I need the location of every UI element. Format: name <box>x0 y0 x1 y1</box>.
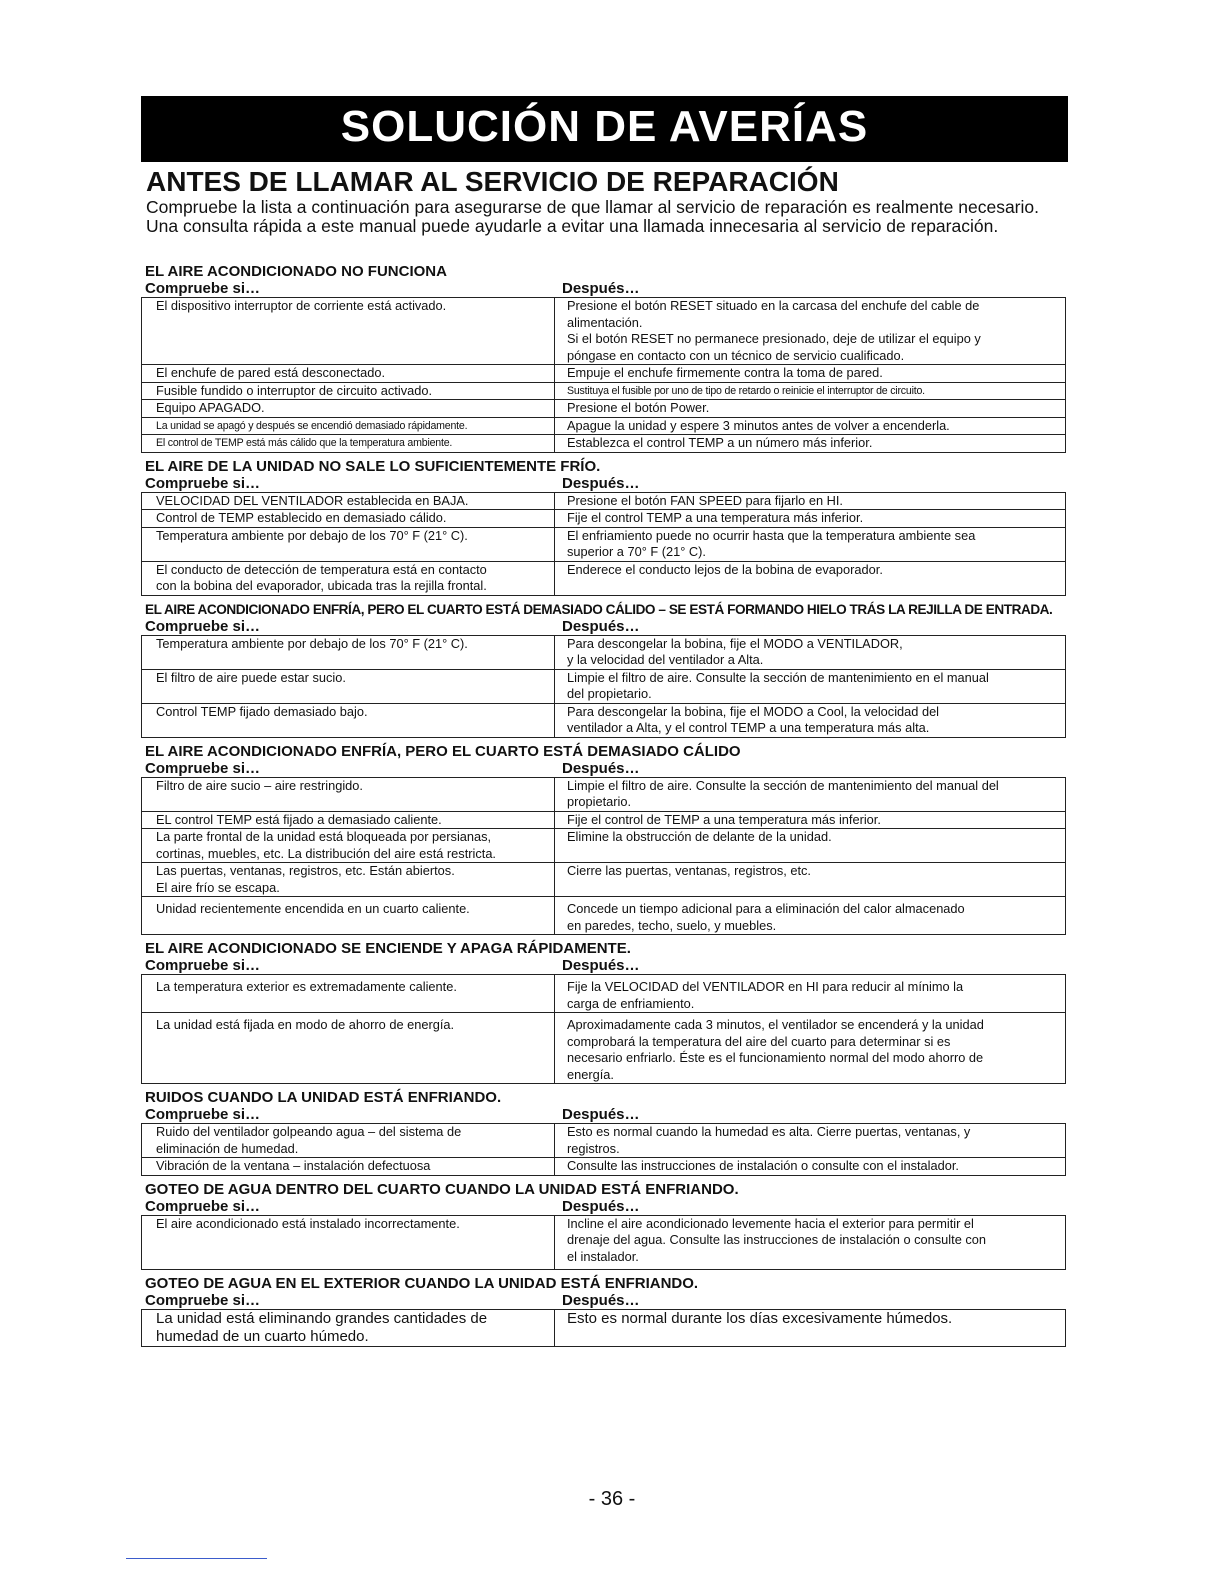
cell-line: La unidad se apagó y después se encendió demasiado rápidamente. <box>156 419 468 432</box>
cell-line: Ruido del ventilador golpeando agua – del sistema de <box>156 1124 462 1139</box>
cell-line: comprobará la temperatura del aire del cuarto para determinar si es <box>567 1033 951 1049</box>
cell-line: Filtro de aire sucio – aire restringido. <box>156 777 363 793</box>
table-row <box>142 561 1066 595</box>
cell-line: y la velocidad del ventilador a Alta. <box>567 652 764 667</box>
table-row <box>142 777 1066 811</box>
cell-line: Empuje el enchufe firmemente contra la toma de pared. <box>567 365 883 380</box>
cell-line: registros. <box>567 1140 620 1156</box>
action-cell <box>555 703 1066 737</box>
cell-line: humedad de un cuarto húmedo. <box>156 1328 369 1345</box>
check-cell <box>142 863 555 897</box>
table-row <box>142 400 1066 418</box>
table-row <box>142 669 1066 703</box>
cell-line: Incline el aire acondicionado levemente hacia el exterior para permitir el <box>567 1215 974 1231</box>
cell-line: el instalador. <box>567 1248 639 1264</box>
check-cell <box>142 897 555 935</box>
cell-line: El enfriamiento puede no ocurrir hasta que la temperatura ambiente sea <box>567 527 976 543</box>
table-row <box>142 635 1066 669</box>
cell-line: La unidad está eliminando grandes cantidades de <box>156 1310 488 1327</box>
column-header-check: Compruebe si… <box>145 474 261 492</box>
check-cell <box>142 365 555 383</box>
column-headers <box>141 280 1059 297</box>
section-title: EL AIRE ACONDICIONADO SE ENCIENDE Y APAGA RÁPIDAMENTE. <box>145 940 631 957</box>
section-title: EL AIRE ACONDICIONADO NO FUNCIONA <box>145 263 447 280</box>
page-number: - 36 - <box>588 1488 636 1510</box>
action-cell <box>555 975 1066 1013</box>
cell-line: Control TEMP fijado demasiado bajo. <box>156 703 368 719</box>
check-cell <box>142 382 555 400</box>
table-row <box>142 298 1066 365</box>
cell-line: La parte frontal de la unidad está bloqueada por persianas, <box>156 829 492 844</box>
troubleshooting-table <box>141 1215 1066 1271</box>
cell-line: Si el botón RESET no permanece presionado, deje de utilizar el equipo y <box>567 331 981 346</box>
cell-line: Fije la VELOCIDAD del VENTILADOR en HI para reducir al mínimo la <box>567 979 964 994</box>
check-cell <box>142 417 555 435</box>
action-cell <box>555 811 1066 829</box>
intro-line: Compruebe la lista a continuación para asegurarse de que llamar al servicio de reparación es realmente necesario. <box>146 197 1039 217</box>
cell-line: póngase en contacto con un técnico de servicio cualificado. <box>567 347 905 363</box>
action-cell <box>555 1215 1066 1270</box>
cell-line: Presione el botón RESET situado en la carcasa del enchufe del cable de <box>567 298 980 313</box>
column-header-then: Después… <box>562 474 640 492</box>
check-cell <box>142 492 555 510</box>
section-title: RUIDOS CUANDO LA UNIDAD ESTÁ ENFRIANDO. <box>145 1089 502 1106</box>
table-row <box>142 510 1066 528</box>
action-cell <box>555 777 1066 811</box>
table-row <box>142 829 1066 863</box>
column-header-then: Después… <box>562 957 640 974</box>
cell-line: El enchufe de pared está desconectado. <box>156 365 386 380</box>
cell-line: energía. <box>567 1066 614 1082</box>
check-cell <box>142 527 555 561</box>
cell-line: Unidad recientemente encendida en un cuarto caliente. <box>156 901 470 916</box>
cell-line: La unidad está fijada en modo de ahorro de energía. <box>156 1017 455 1032</box>
table-row <box>142 811 1066 829</box>
column-headers <box>141 1198 1059 1215</box>
cell-line: Control de TEMP establecido en demasiado cálido. <box>156 510 447 525</box>
cell-line: EL control TEMP está fijado a demasiado caliente. <box>156 811 442 827</box>
cell-line: superior a 70° F (21° C). <box>567 544 706 559</box>
cell-line: ventilador a Alta, y el control TEMP a una temperatura más alta. <box>567 720 930 735</box>
cell-line: Elimine la obstrucción de delante de la unidad. <box>567 829 832 844</box>
table-row <box>142 382 1066 400</box>
cell-line: Concede un tiempo adicional para a eliminación del calor almacenado <box>567 901 965 916</box>
cell-line: Fije el control TEMP a una temperatura más inferior. <box>567 510 864 525</box>
cell-line: Sustituya el fusible por uno de tipo de retardo o reinicie el interruptor de circuito. <box>567 384 925 397</box>
table-row <box>142 703 1066 737</box>
cell-line: El filtro de aire puede estar sucio. <box>156 669 346 685</box>
cell-line: Enderece el conducto lejos de la bobina de evaporador. <box>567 561 883 577</box>
check-cell <box>142 1310 555 1347</box>
intro-paragraph <box>146 198 1076 236</box>
intro-line: Una consulta rápida a este manual puede ayudarle a evitar una llamada innecesaria al servicio de reparación. <box>146 216 999 236</box>
section-title: GOTEO DE AGUA EN EL EXTERIOR CUANDO LA UNIDAD ESTÁ ENFRIANDO. <box>145 1275 699 1292</box>
table-row <box>142 1013 1066 1084</box>
section-subheading: ANTES DE LLAMAR AL SERVICIO DE REPARACIÓN <box>146 166 839 197</box>
column-header-then: Después… <box>562 1292 640 1309</box>
cell-line: Esto es normal cuando la humedad es alta. Cierre puertas, ventanas, y <box>567 1124 971 1139</box>
troubleshooting-table <box>141 297 1066 453</box>
cell-line: Para descongelar la bobina, fije el MODO a VENTILADOR, <box>567 635 903 651</box>
check-cell <box>142 975 555 1013</box>
cell-line: Fije el control de TEMP a una temperatura más inferior. <box>567 811 881 827</box>
section-title: GOTEO DE AGUA DENTRO DEL CUARTO CUANDO LA UNIDAD ESTÁ ENFRIANDO. <box>145 1180 739 1198</box>
action-cell <box>555 382 1066 400</box>
check-cell <box>142 1013 555 1084</box>
table-row <box>142 527 1066 561</box>
section-title: EL AIRE DE LA UNIDAD NO SALE LO SUFICIENTEMENTE FRÍO. <box>145 457 601 475</box>
action-cell <box>555 1013 1066 1084</box>
troubleshooting-table <box>141 1309 1066 1347</box>
action-cell <box>555 1124 1066 1158</box>
troubleshooting-table <box>141 974 1066 1084</box>
column-header-then: Después… <box>562 1197 640 1215</box>
cell-line: carga de enfriamiento. <box>567 995 695 1011</box>
column-header-check: Compruebe si… <box>145 1292 261 1309</box>
cell-line: Las puertas, ventanas, registros, etc. Están abiertos. <box>156 863 455 878</box>
cell-line: El aire frío se escapa. <box>156 879 280 895</box>
action-cell <box>555 365 1066 383</box>
check-cell <box>142 510 555 528</box>
action-cell <box>555 435 1066 453</box>
column-header-check: Compruebe si… <box>145 957 261 974</box>
check-cell <box>142 669 555 703</box>
action-cell <box>555 829 1066 863</box>
action-cell <box>555 635 1066 669</box>
cell-line: El dispositivo interruptor de corriente está activado. <box>156 298 447 313</box>
cell-line: Cierre las puertas, ventanas, registros, etc. <box>567 863 811 878</box>
action-cell <box>555 400 1066 418</box>
column-header-check: Compruebe si… <box>145 1106 261 1123</box>
page-banner-title: SOLUCIÓN DE AVERÍAS <box>141 96 1068 162</box>
action-cell <box>555 298 1066 365</box>
cell-line: Presione el botón Power. <box>567 400 710 415</box>
troubleshooting-sections <box>141 258 1059 1347</box>
section-title: EL AIRE ACONDICIONADO ENFRÍA, PERO EL CUARTO ESTÁ DEMASIADO CÁLIDO <box>145 742 741 760</box>
cell-line: alimentación. <box>567 314 643 330</box>
troubleshooting-table <box>141 635 1066 738</box>
cell-line: Temperatura ambiente por debajo de los 70° F (21° C). <box>156 527 468 543</box>
footer-rule <box>126 1558 267 1559</box>
check-cell <box>142 777 555 811</box>
cell-line: El aire acondicionado está instalado incorrectamente. <box>156 1215 460 1231</box>
check-cell <box>142 400 555 418</box>
cell-line: Aproximadamente cada 3 minutos, el ventilador se encenderá y la unidad <box>567 1017 984 1032</box>
troubleshooting-table <box>141 777 1066 936</box>
cell-line: Limpie el filtro de aire. Consulte la sección de mantenimiento del manual del <box>567 777 999 793</box>
check-cell <box>142 1158 555 1176</box>
table-row <box>142 1124 1066 1158</box>
action-cell <box>555 1310 1066 1347</box>
check-cell <box>142 435 555 453</box>
column-header-check: Compruebe si… <box>145 1197 261 1215</box>
action-cell <box>555 561 1066 595</box>
cell-line: propietario. <box>567 794 632 809</box>
action-cell <box>555 863 1066 897</box>
column-header-check: Compruebe si… <box>145 759 261 777</box>
troubleshooting-table <box>141 492 1066 596</box>
cell-line: El conducto de detección de temperatura está en contacto <box>156 561 487 577</box>
column-header-then: Después… <box>562 617 640 635</box>
table-row <box>142 492 1066 510</box>
action-cell <box>555 510 1066 528</box>
column-header-then: Después… <box>562 1106 640 1123</box>
table-row <box>142 365 1066 383</box>
action-cell <box>555 1158 1066 1176</box>
column-header-then: Después… <box>562 759 640 777</box>
action-cell <box>555 527 1066 561</box>
check-cell <box>142 1215 555 1270</box>
check-cell <box>142 635 555 669</box>
cell-line: del propietario. <box>567 686 652 701</box>
cell-line: VELOCIDAD DEL VENTILADOR establecida en BAJA. <box>156 492 469 508</box>
action-cell <box>555 669 1066 703</box>
cell-line: con la bobina del evaporador, ubicada tras la rejilla frontal. <box>156 578 487 593</box>
table-row <box>142 975 1066 1013</box>
check-cell <box>142 298 555 365</box>
cell-line: necesario enfriarlo. Éste es el funcionamiento normal del modo ahorro de <box>567 1050 984 1065</box>
check-cell <box>142 1124 555 1158</box>
action-cell <box>555 417 1066 435</box>
table-row <box>142 863 1066 897</box>
cell-line: cortinas, muebles, etc. La distribución del aire está restricta. <box>156 845 496 861</box>
troubleshooting-table <box>141 1123 1066 1176</box>
action-cell <box>555 492 1066 510</box>
column-headers <box>141 760 1059 777</box>
cell-line: Para descongelar la bobina, fije el MODO a Cool, la velocidad del <box>567 703 940 719</box>
check-cell <box>142 561 555 595</box>
table-row <box>142 1215 1066 1270</box>
column-headers <box>141 1106 1059 1123</box>
cell-line: Limpie el filtro de aire. Consulte la sección de mantenimiento en el manual <box>567 669 989 685</box>
section-title: EL AIRE ACONDICIONADO ENFRÍA, PERO EL CUARTO ESTÁ DEMASIADO CÁLIDO – SE ESTÁ FORMANDO HIELO TRÁS LA REJILLA DE ENTRADA. <box>145 601 1053 617</box>
check-cell <box>142 703 555 737</box>
table-row <box>142 435 1066 453</box>
table-row <box>142 1310 1066 1347</box>
cell-line: Esto es normal durante los días excesivamente húmedos. <box>567 1310 953 1327</box>
check-cell <box>142 829 555 863</box>
table-row <box>142 1158 1066 1176</box>
cell-line: La temperatura exterior es extremadamente caliente. <box>156 979 457 994</box>
cell-line: Presione el botón FAN SPEED para fijarlo en HI. <box>567 492 843 508</box>
column-headers <box>141 957 1059 974</box>
cell-line: Fusible fundido o interruptor de circuito activado. <box>156 382 432 398</box>
cell-line: en paredes, techo, suelo, y muebles. <box>567 917 777 933</box>
column-header-check: Compruebe si… <box>145 617 261 635</box>
column-header-check: Compruebe si… <box>145 280 261 297</box>
cell-line: Apague la unidad y espere 3 minutos antes de volver a encenderla. <box>567 417 950 433</box>
table-row <box>142 897 1066 935</box>
column-headers <box>141 618 1059 635</box>
table-row <box>142 417 1066 435</box>
column-headers <box>141 475 1059 492</box>
cell-line: Vibración de la ventana – instalación defectuosa <box>156 1158 431 1173</box>
cell-line: El control de TEMP está más cálido que la temperatura ambiente. <box>156 437 453 449</box>
check-cell <box>142 811 555 829</box>
cell-line: Establezca el control TEMP a un número más inferior. <box>567 435 873 450</box>
cell-line: drenaje del agua. Consulte las instrucciones de instalación o consulte con <box>567 1232 987 1247</box>
action-cell <box>555 897 1066 935</box>
column-headers <box>141 1292 1059 1309</box>
cell-line: Consulte las instrucciones de instalación o consulte con el instalador. <box>567 1158 959 1173</box>
column-header-then: Después… <box>562 280 640 297</box>
cell-line: Temperatura ambiente por debajo de los 70° F (21° C). <box>156 635 468 651</box>
cell-line: Equipo APAGADO. <box>156 400 265 415</box>
cell-line: eliminación de humedad. <box>156 1140 299 1156</box>
